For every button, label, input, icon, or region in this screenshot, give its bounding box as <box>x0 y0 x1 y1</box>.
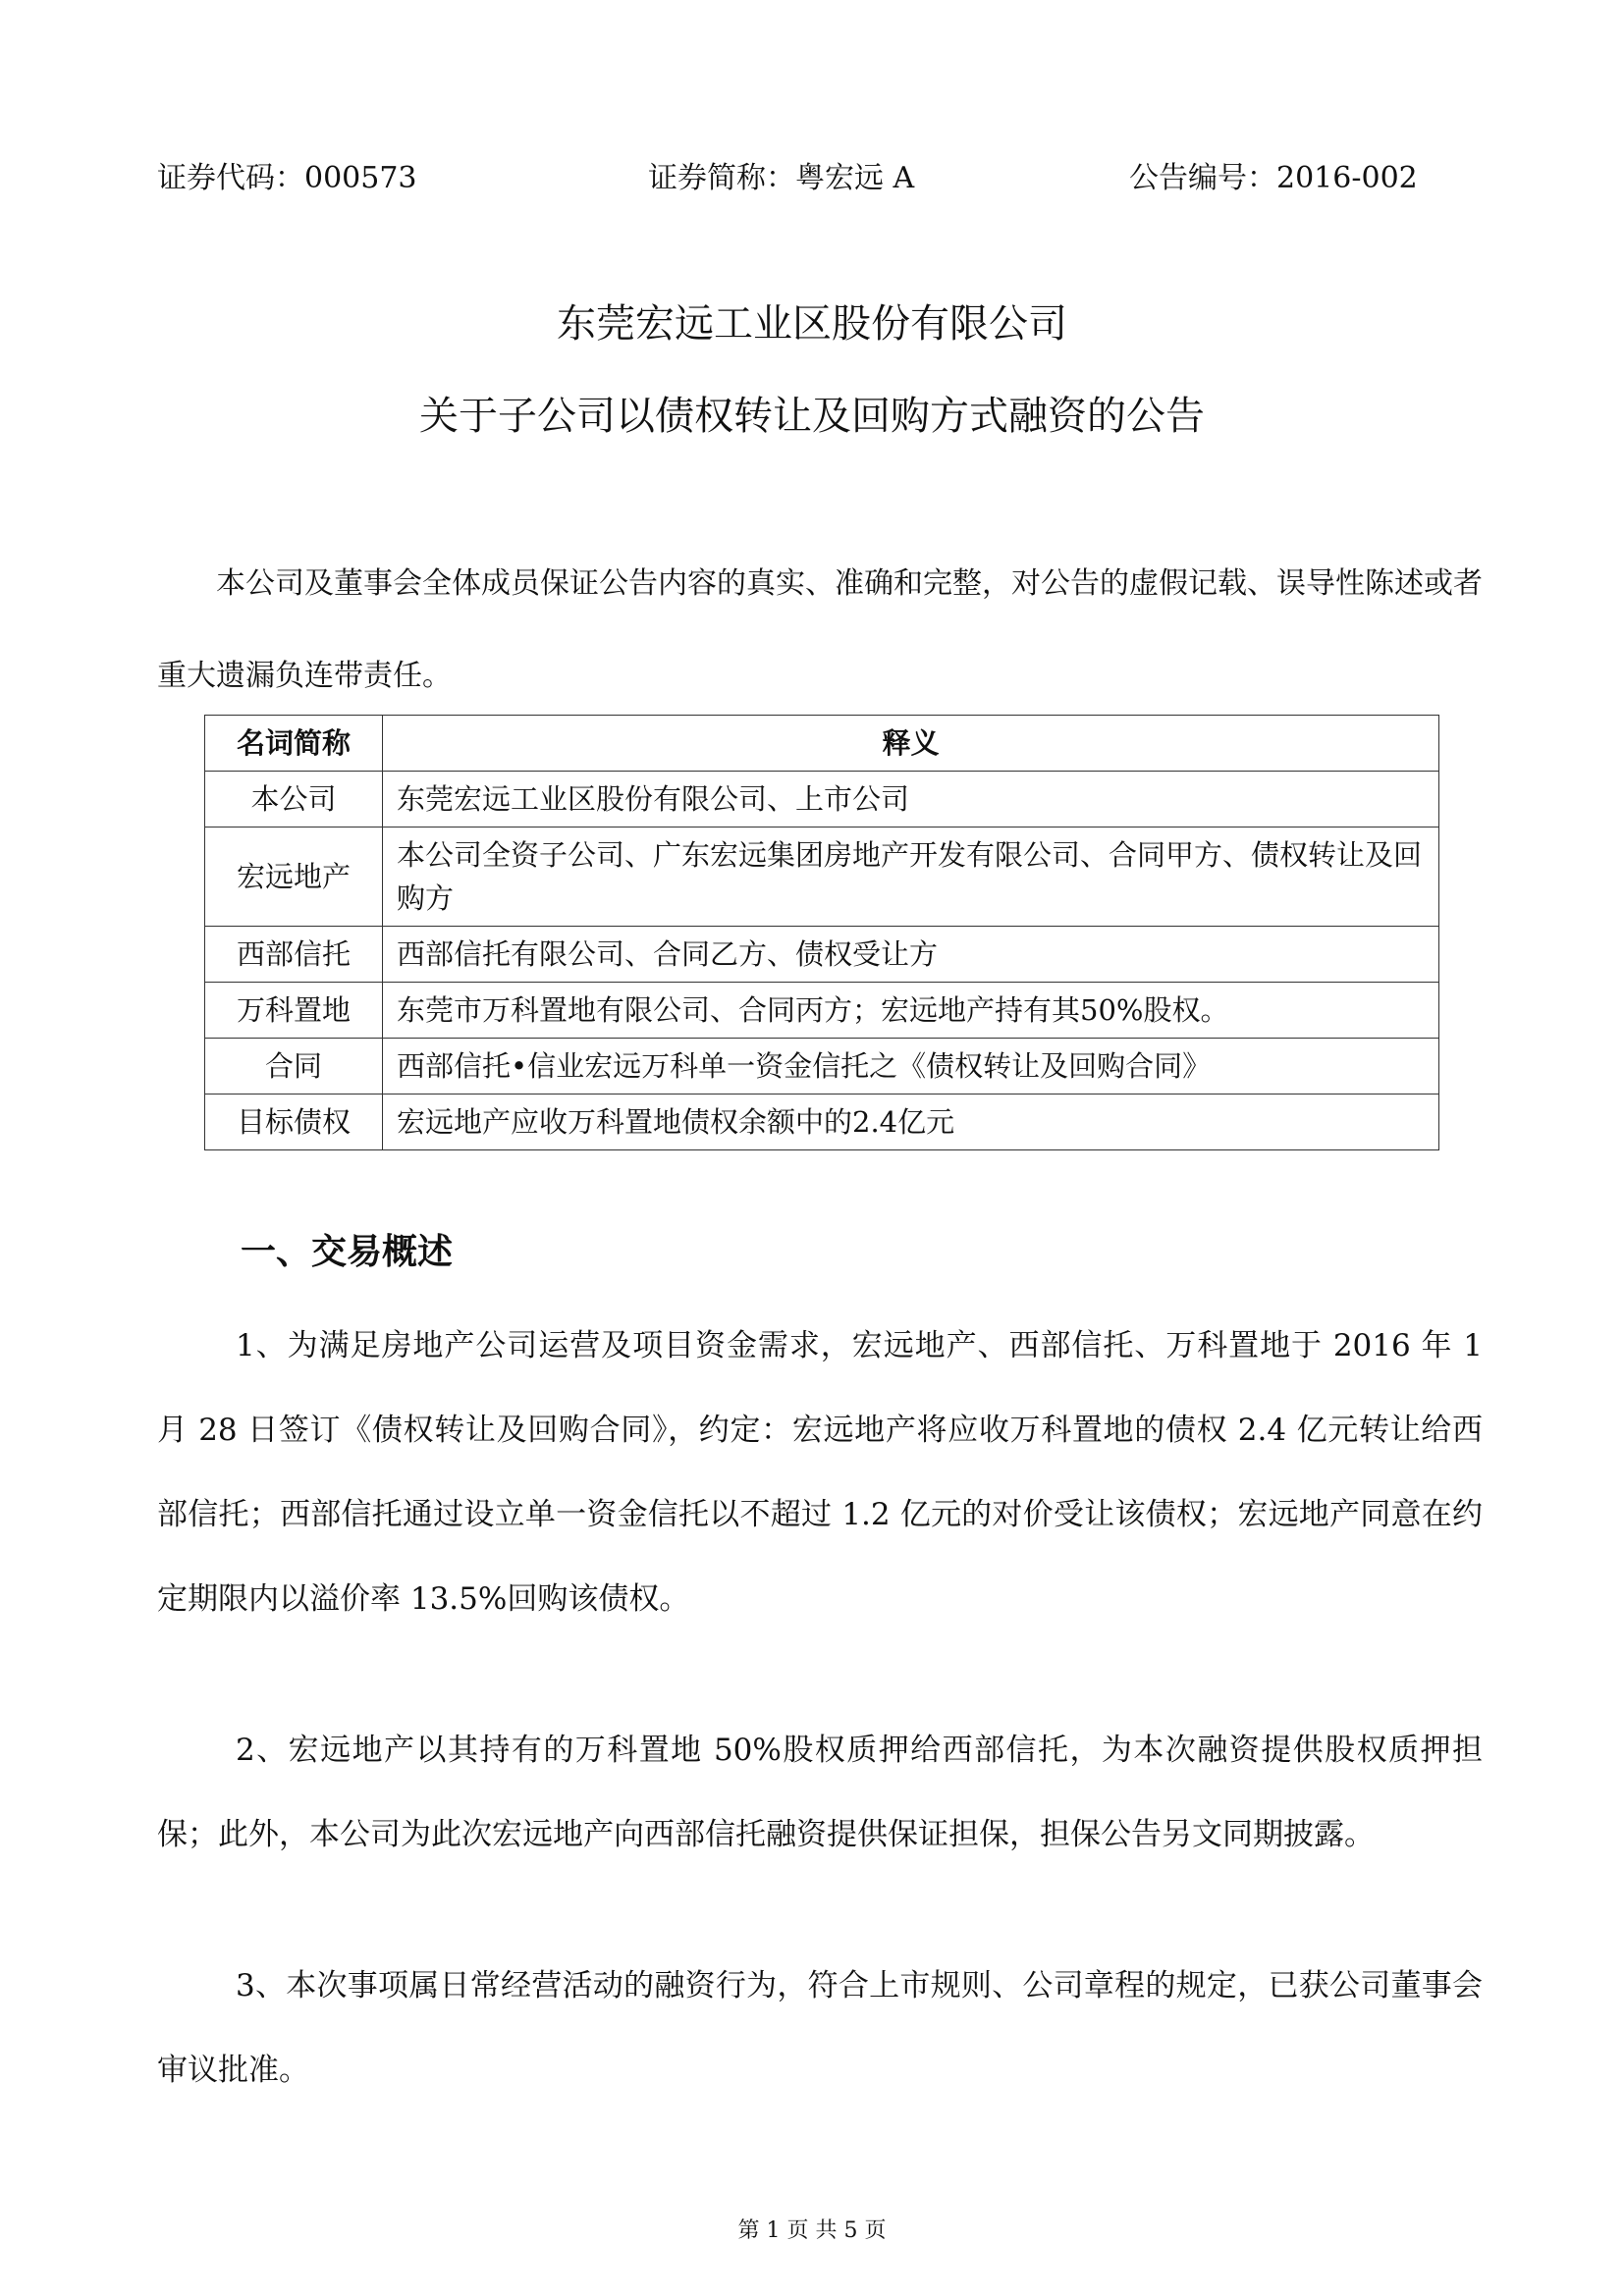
term-cell: 合同 <box>205 1039 383 1095</box>
definition-cell: 西部信托有限公司、合同乙方、债权受让方 <box>383 927 1439 983</box>
table-row <box>205 828 1439 927</box>
table-row <box>205 927 1439 983</box>
column-header-definition: 释义 <box>383 716 1439 772</box>
page-footer: 第 1 页 共 5 页 <box>737 2218 887 2243</box>
security-code: 证券代码：000573 <box>157 161 417 195</box>
paragraph: 2、宏远地产以其持有的万科置地 50%股权质押给西部信托，为本次融资提供股权质押担保；此外，本公司为此次宏远地产向西部信托融资提供保证担保，担保公告另文同期披露。 <box>157 1733 1483 1852</box>
term-cell: 万科置地 <box>205 983 383 1039</box>
paragraph: 3、本次事项属日常经营活动的融资行为，符合上市规则、公司章程的规定，已获公司董事会审议批准。 <box>157 1968 1483 2088</box>
definition-cell: 西部信托•信业宏远万科单一资金信托之《债权转让及回购合同》 <box>383 1039 1439 1095</box>
definition-cell: 东莞市万科置地有限公司、合同丙方；宏远地产持有其50%股权。 <box>383 983 1439 1039</box>
term-cell: 目标债权 <box>205 1095 383 1150</box>
term-cell: 西部信托 <box>205 927 383 983</box>
paragraph: 1、为满足房地产公司运营及项目资金需求，宏远地产、西部信托、万科置地于 2016 年 1 月 28 日签订《债权转让及回购合同》，约定：宏远地产将应收万科置地的债权 2.4 亿元转让给西部信托；西部信托通过设立单一资金信托以不超过 1.2 亿元的对价受让该债权；宏远地产同意在约定期限内以溢价率 13.5%回购该债权。 <box>157 1328 1483 1617</box>
definition-cell: 东莞宏远工业区股份有限公司、上市公司 <box>383 772 1439 828</box>
term-cell: 宏远地产 <box>205 828 383 927</box>
board-statement: 本公司及董事会全体成员保证公告内容的真实、准确和完整，对公告的虚假记载、误导性陈述或者重大遗漏负连带责任。 <box>157 566 1483 693</box>
security-abbreviation: 证券简称：粤宏远 A <box>648 161 915 195</box>
table-row <box>205 983 1439 1039</box>
section-heading: 一、交易概述 <box>241 1232 454 1272</box>
table-row <box>205 1095 1439 1150</box>
table-row <box>205 1039 1439 1095</box>
table-row <box>205 772 1439 828</box>
terms-table-header <box>205 716 1439 772</box>
term-cell: 本公司 <box>205 772 383 828</box>
column-header-term: 名词简称 <box>205 716 383 772</box>
company-title: 东莞宏远工业区股份有限公司 <box>557 301 1067 347</box>
announcement-header <box>157 157 1483 200</box>
announcement-title: 关于子公司以债权转让及回购方式融资的公告 <box>419 394 1205 439</box>
terms-table <box>204 715 1439 1150</box>
definition-cell: 宏远地产应收万科置地债权余额中的2.4亿元 <box>383 1095 1439 1150</box>
definition-cell: 本公司全资子公司、广东宏远集团房地产开发有限公司、合同甲方、债权转让及回购方 <box>383 828 1439 927</box>
announcement-number: 公告编号：2016-002 <box>1129 161 1418 195</box>
